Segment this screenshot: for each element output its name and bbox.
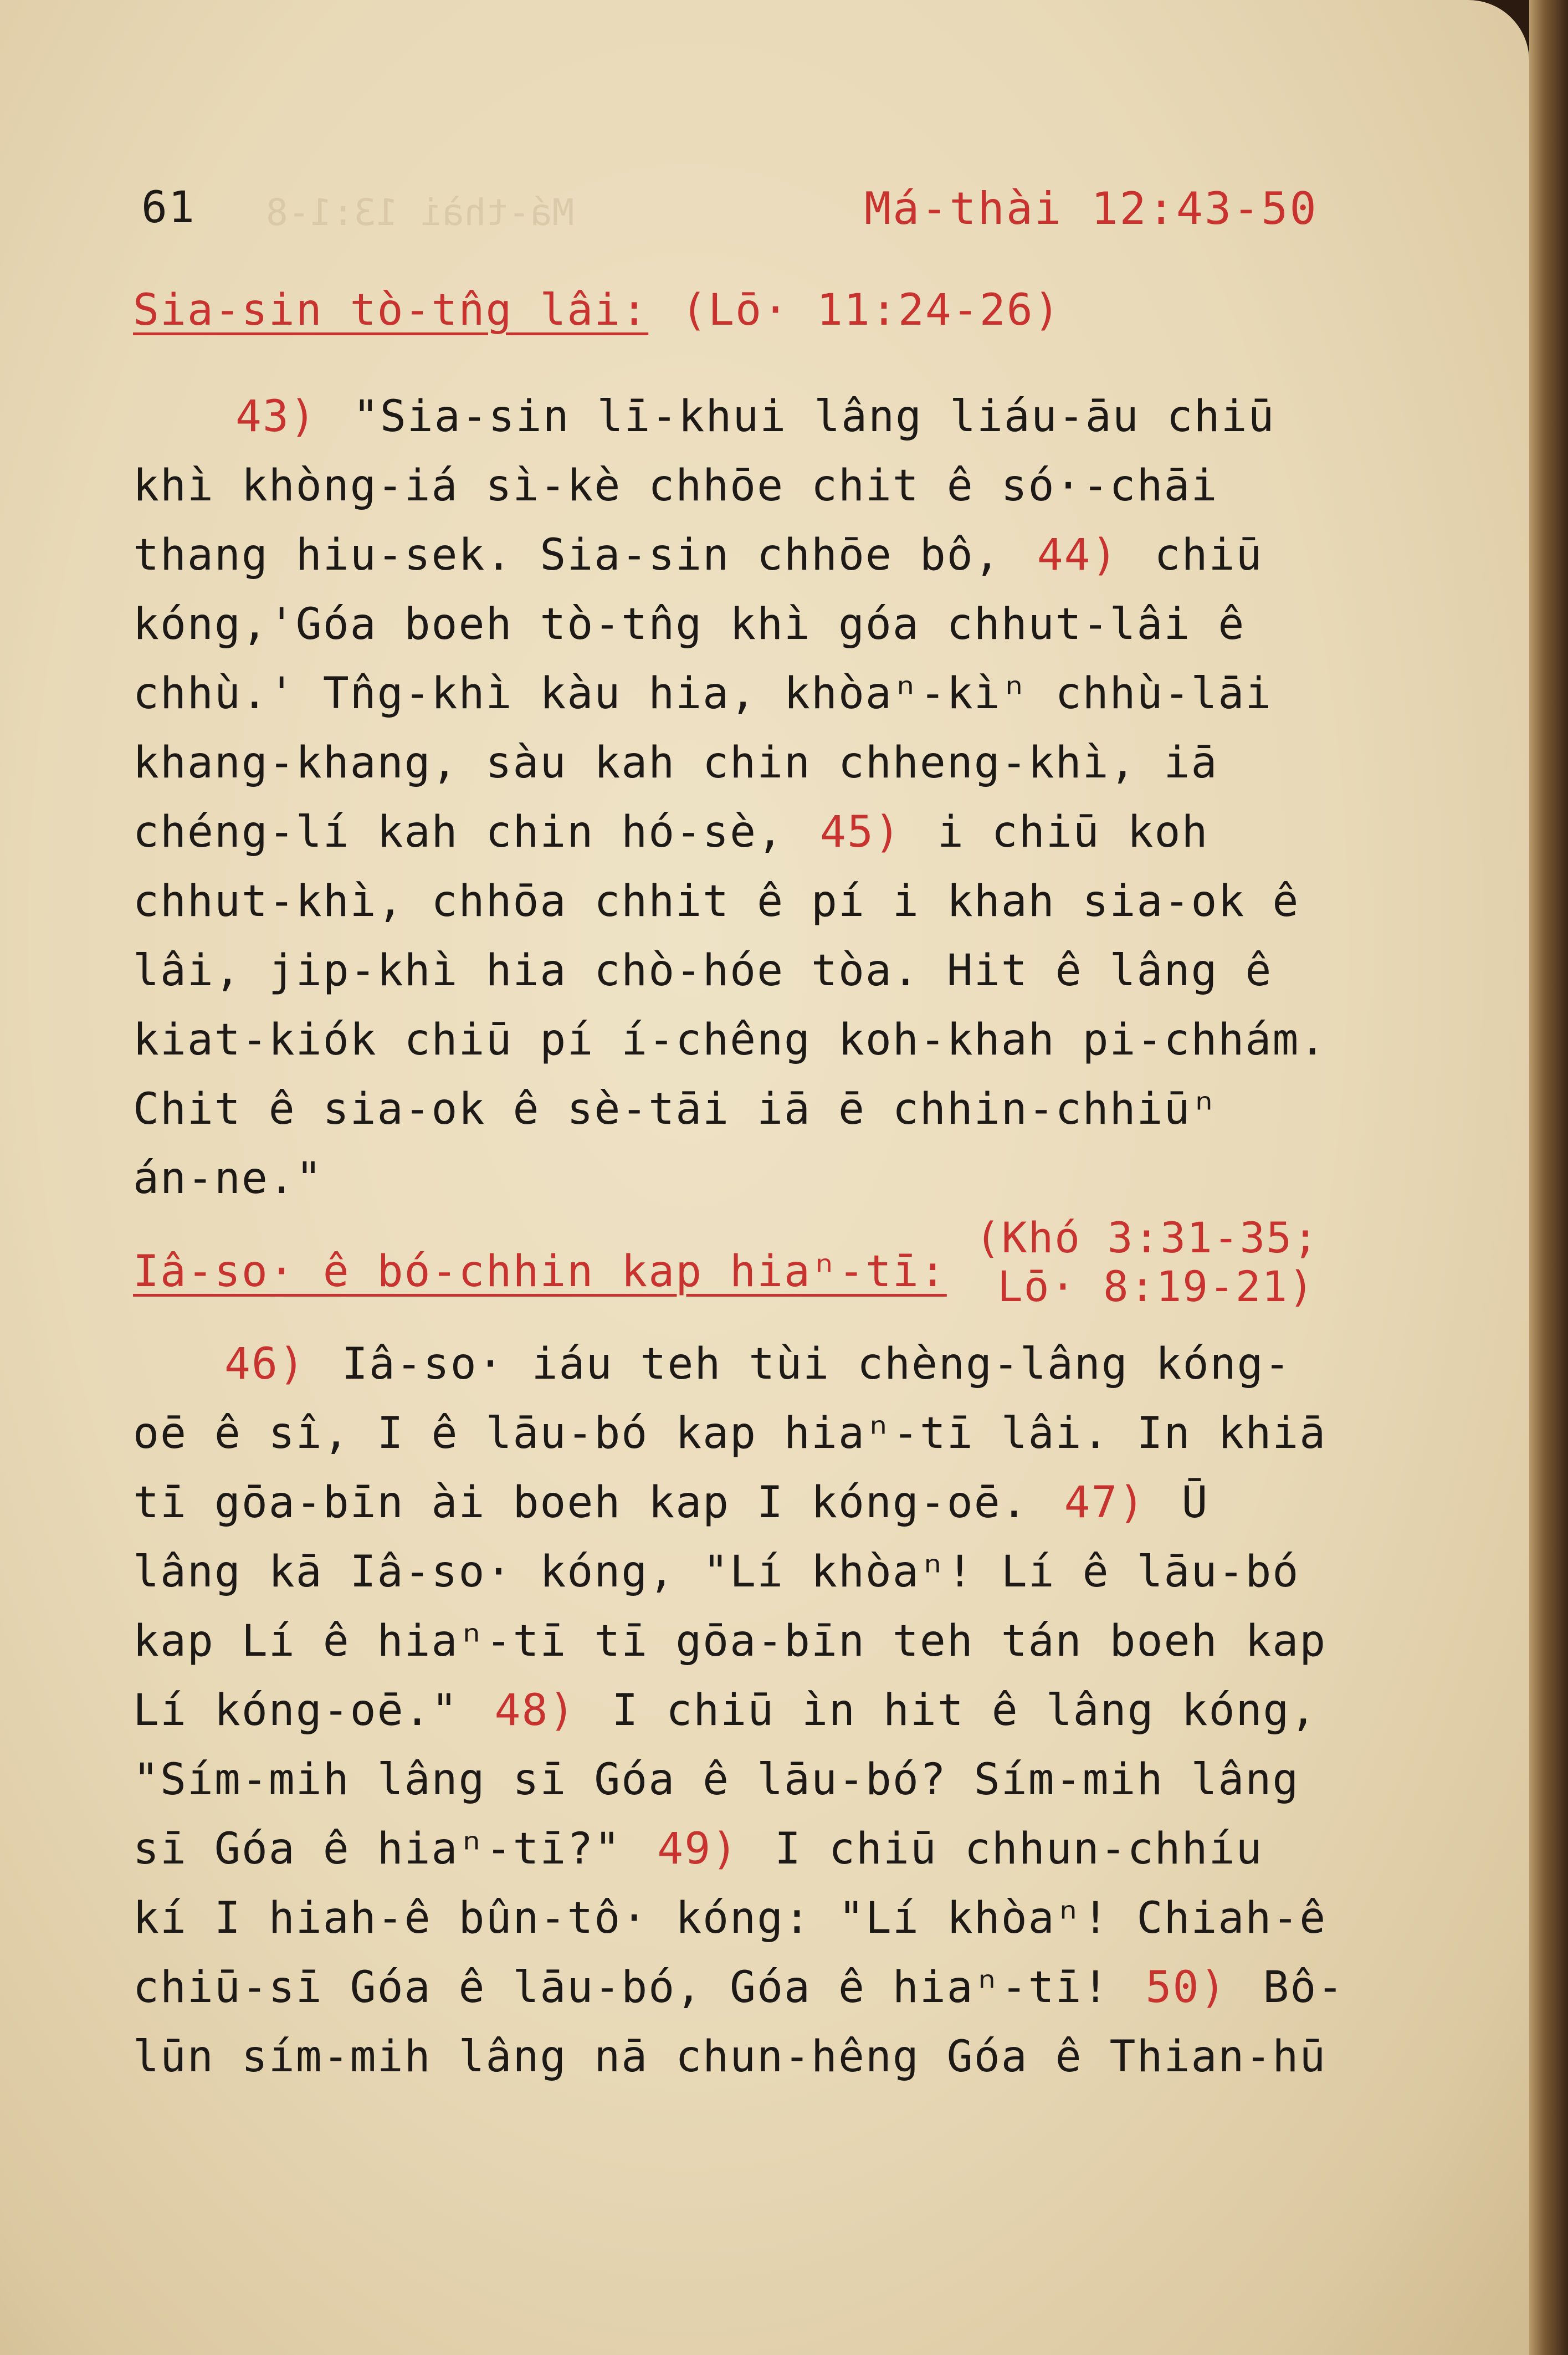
line-text: Chit ê sia-ok ê sè-tāi iā ē chhin-chhiūⁿ	[133, 1084, 1218, 1134]
text-line	[133, 2023, 1380, 2092]
line-text: I chiū ìn hit ê lâng kóng,	[612, 1686, 1318, 1735]
line-text: án-ne."	[133, 1154, 323, 1204]
text-line	[133, 1953, 1380, 2023]
line-text: I chiū chhun-chhíu	[775, 1824, 1263, 1874]
line-text: chéng-lí kah chin hó-sè,	[133, 807, 785, 857]
line-text: lūn sím-mih lâng nā chun-hêng Góa ê Thian-hū	[133, 2032, 1327, 2082]
section-heading-2	[133, 1247, 947, 1297]
text-line	[133, 590, 1380, 659]
line-text: thang hiu-sek. Sia-sin chhōe bô,	[133, 530, 1001, 580]
text-line	[133, 1538, 1380, 1607]
line-text: Ū	[1181, 1478, 1209, 1528]
line-text: khì khòng-iá sì-kè chhōe chit ê só·-chāi	[133, 461, 1218, 511]
line-text: kiat-kiók chiū pí í-chêng koh-khah pi-chhám.	[133, 1015, 1327, 1065]
text-line	[133, 936, 1380, 1006]
line-text: kap Lí ê hiaⁿ-tī tī gōa-bīn teh tán boeh kap	[133, 1616, 1327, 1666]
line-text: kí I hiah-ê bûn-tô· kóng: "Lí khòaⁿ! Chiah-ê	[133, 1893, 1327, 1943]
running-head: Má-thài 12:43-50	[864, 183, 1318, 234]
line-text: Bô-	[1263, 1963, 1345, 2013]
text-line	[133, 1006, 1380, 1075]
show-through-text: Má-thài 13:1-8	[266, 191, 575, 234]
text-line	[133, 1144, 1380, 1214]
text-line	[133, 382, 1380, 452]
line-text: chiū-sī Góa ê lāu-bó, Góa ê hiaⁿ-tī!	[133, 1963, 1110, 2013]
text-line	[133, 521, 1380, 590]
line-text: Iâ-so· iáu teh tùi chèng-lâng kóng-	[341, 1339, 1292, 1389]
line-text: oē ê sî, I ê lāu-bó kap hiaⁿ-tī lâi. In khiā	[133, 1409, 1327, 1458]
line-text: "Sia-sin lī-khui lâng liáu-āu chiū	[352, 392, 1275, 442]
text-line	[133, 729, 1380, 798]
section-1-body	[133, 382, 1380, 1214]
text-line	[133, 1884, 1380, 1953]
verse-number: 43)	[235, 392, 317, 442]
verse-number: 45)	[820, 807, 901, 857]
text-line	[133, 798, 1380, 867]
text-line	[133, 659, 1380, 729]
verse-number: 47)	[1064, 1478, 1146, 1528]
line-text: kóng,'Góa boeh tò-tn̂g khì góa chhut-lâi ê	[133, 600, 1246, 649]
verse-number: 50)	[1145, 1963, 1227, 2013]
text-line	[133, 1399, 1380, 1468]
text-line	[133, 1468, 1380, 1538]
book-binding-edge	[1529, 0, 1568, 2355]
text-line	[133, 452, 1380, 521]
text-line	[133, 1075, 1380, 1144]
section-title: Iâ-so· ê bó-chhin kap hiaⁿ-tī:	[133, 1247, 947, 1297]
line-text: i chiū koh	[937, 807, 1209, 857]
line-text: khang-khang, sàu kah chin chheng-khì, iā	[133, 738, 1218, 788]
page-number: 61	[141, 183, 196, 233]
line-text: tī gōa-bīn ài boeh kap I kóng-oē.	[133, 1478, 1028, 1528]
line-text: sī Góa ê hiaⁿ-tī?"	[133, 1824, 622, 1874]
verse-number: 44)	[1037, 530, 1119, 580]
line-text: chhut-khì, chhōa chhit ê pí i khah sia-ok ê	[133, 877, 1300, 926]
reference-line: Lō· 8:19-21)	[997, 1262, 1315, 1311]
line-text: chhù.' Tn̂g-khì kàu hia, khòaⁿ-kìⁿ chhù-lāi	[133, 669, 1273, 719]
text-line	[133, 867, 1380, 936]
verse-number: 46)	[224, 1339, 306, 1389]
text-line	[133, 1330, 1380, 1399]
line-text: Lí kóng-oē."	[133, 1686, 459, 1735]
text-line	[133, 1676, 1380, 1745]
verse-number: 49)	[657, 1824, 739, 1874]
reference-line: (Khó 3:31-35;	[975, 1213, 1319, 1262]
section-reference: (Lō· 11:24-26)	[681, 285, 1061, 335]
text-line	[133, 1745, 1380, 1815]
section-heading-1	[133, 285, 1061, 335]
section-title: Sia-sin tò-tn̂g lâi:	[133, 285, 649, 335]
page-header	[0, 183, 1529, 244]
line-text: lâng kā Iâ-so· kóng, "Lí khòaⁿ! Lí ê lāu-bó	[133, 1547, 1300, 1597]
line-text: lâi, jip-khì hia chò-hóe tòa. Hit ê lâng ê	[133, 946, 1273, 996]
section-2-body	[133, 1330, 1380, 2092]
section-reference	[975, 1214, 1319, 1311]
text-line	[133, 1607, 1380, 1676]
line-text: chiū	[1154, 530, 1263, 580]
verse-number: 48)	[494, 1686, 576, 1735]
text-line	[133, 1815, 1380, 1884]
line-text: "Sím-mih lâng sī Góa ê lāu-bó? Sím-mih lâng	[133, 1755, 1300, 1805]
